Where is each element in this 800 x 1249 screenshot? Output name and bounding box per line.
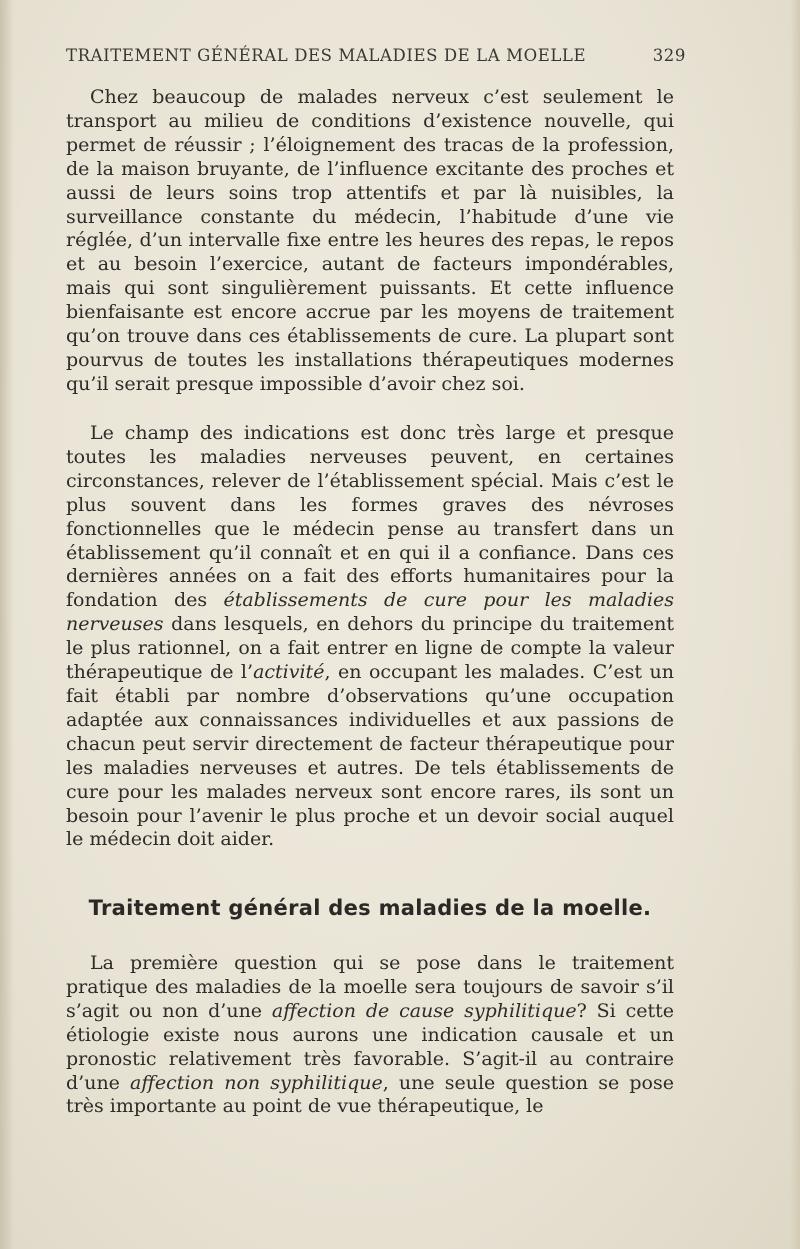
paragraph-2-text-b: dans lesquels, en dehors du principe du traitement le plus rationnel, on a fait entrer en ligne de compte la valeur thérapeutique de l’ — [66, 613, 674, 684]
running-head: TRAITEMENT GÉNÉRAL DES MALADIES DE LA MOELLE — [66, 46, 587, 65]
paragraph-3-text-c: , une seule question se pose très importante au point de vue thérapeutique, le — [66, 1071, 674, 1118]
paragraph-3-emphasis-2: affection non syphilitique — [130, 1071, 383, 1094]
paragraph-1: Chez beaucoup de malades nerveux c’est seulement le transport au milieu de conditions d’existence nouvelle, qui permet de réussir ; l’éloignement des tracas de la profession, de la maison bruyante, de l’influence excitante des proches et aussi de leurs soins trop attentifs et par là nuisibles, la surveillance constante du médecin, l’habitude d’une vie réglée, d’un intervalle fixe entre les heures des repas, le repos et au besoin l’exercice, autant de facteurs impondérables, mais qui sont singulièrement puissants. Et cette influence bienfaisante est encore accrue par les moyens de traitement qu’on trouve dans ces établissements de cure. La plupart sont pourvus de toutes les installations thérapeutiques modernes qu’il serait presque impossible d’avoir chez soi. — [66, 86, 674, 395]
section-title: Traitement général des maladies de la moelle. — [88, 896, 652, 920]
paragraph-3-block — [66, 952, 674, 1119]
paragraph-3-text-a: La première question qui se pose dans le traitement pratique des maladies de la moelle sera toujours de savoir s’il s’agit ou non d’une — [66, 952, 674, 1022]
paragraph-2-emphasis-1: établissements de cure pour les maladies nerveuses — [66, 589, 674, 636]
page-edge-shadow-left — [0, 0, 14, 1249]
paragraph-3-text-b: ? Si cette étiologie existe nous aurons une indication causale et un pronostic relativement très favorable. S’agit-il au contraire d’une — [66, 999, 675, 1094]
paragraph-2 — [66, 422, 674, 852]
paragraph-3 — [66, 952, 674, 1119]
page-number: 329 — [652, 46, 686, 65]
paragraph-2-text-a: Le champ des indications est donc très large et presque toutes les maladies nerveuses peuvent, en certaines circonstances, relever de l’établissement spécial. Mais c’est le plus souvent dans les formes graves des névroses fonctionnelles que le médecin pense au transfert dans un établissement qu’il connaît et en qui il a confiance. Dans ces dernières années on a fait des efforts humanitaires pour la fondation des — [66, 422, 674, 612]
paragraph-2-emphasis-2: activité — [253, 661, 325, 684]
paragraph-1-block — [66, 86, 674, 397]
page-edge-shadow-right — [790, 0, 800, 1249]
paragraph-3-emphasis-1: affection de cause syphilitique — [271, 999, 577, 1022]
paragraph-2-text-c: , en occupant les malades. C’est un fait établi par nombre d’observations qu’une occupation adaptée aux connaissances individuelles et aux passions de chacun peut servir directement de facteur thérapeutique pour les maladies nerveuses et autres. De tels établissements de cure pour les malades nerveux sont encore rares, ils sont un besoin pour l’avenir le plus proche et un devoir social auquel le médecin doit aider. — [66, 661, 674, 851]
page-header — [66, 46, 686, 65]
paragraph-2-block — [66, 422, 674, 852]
